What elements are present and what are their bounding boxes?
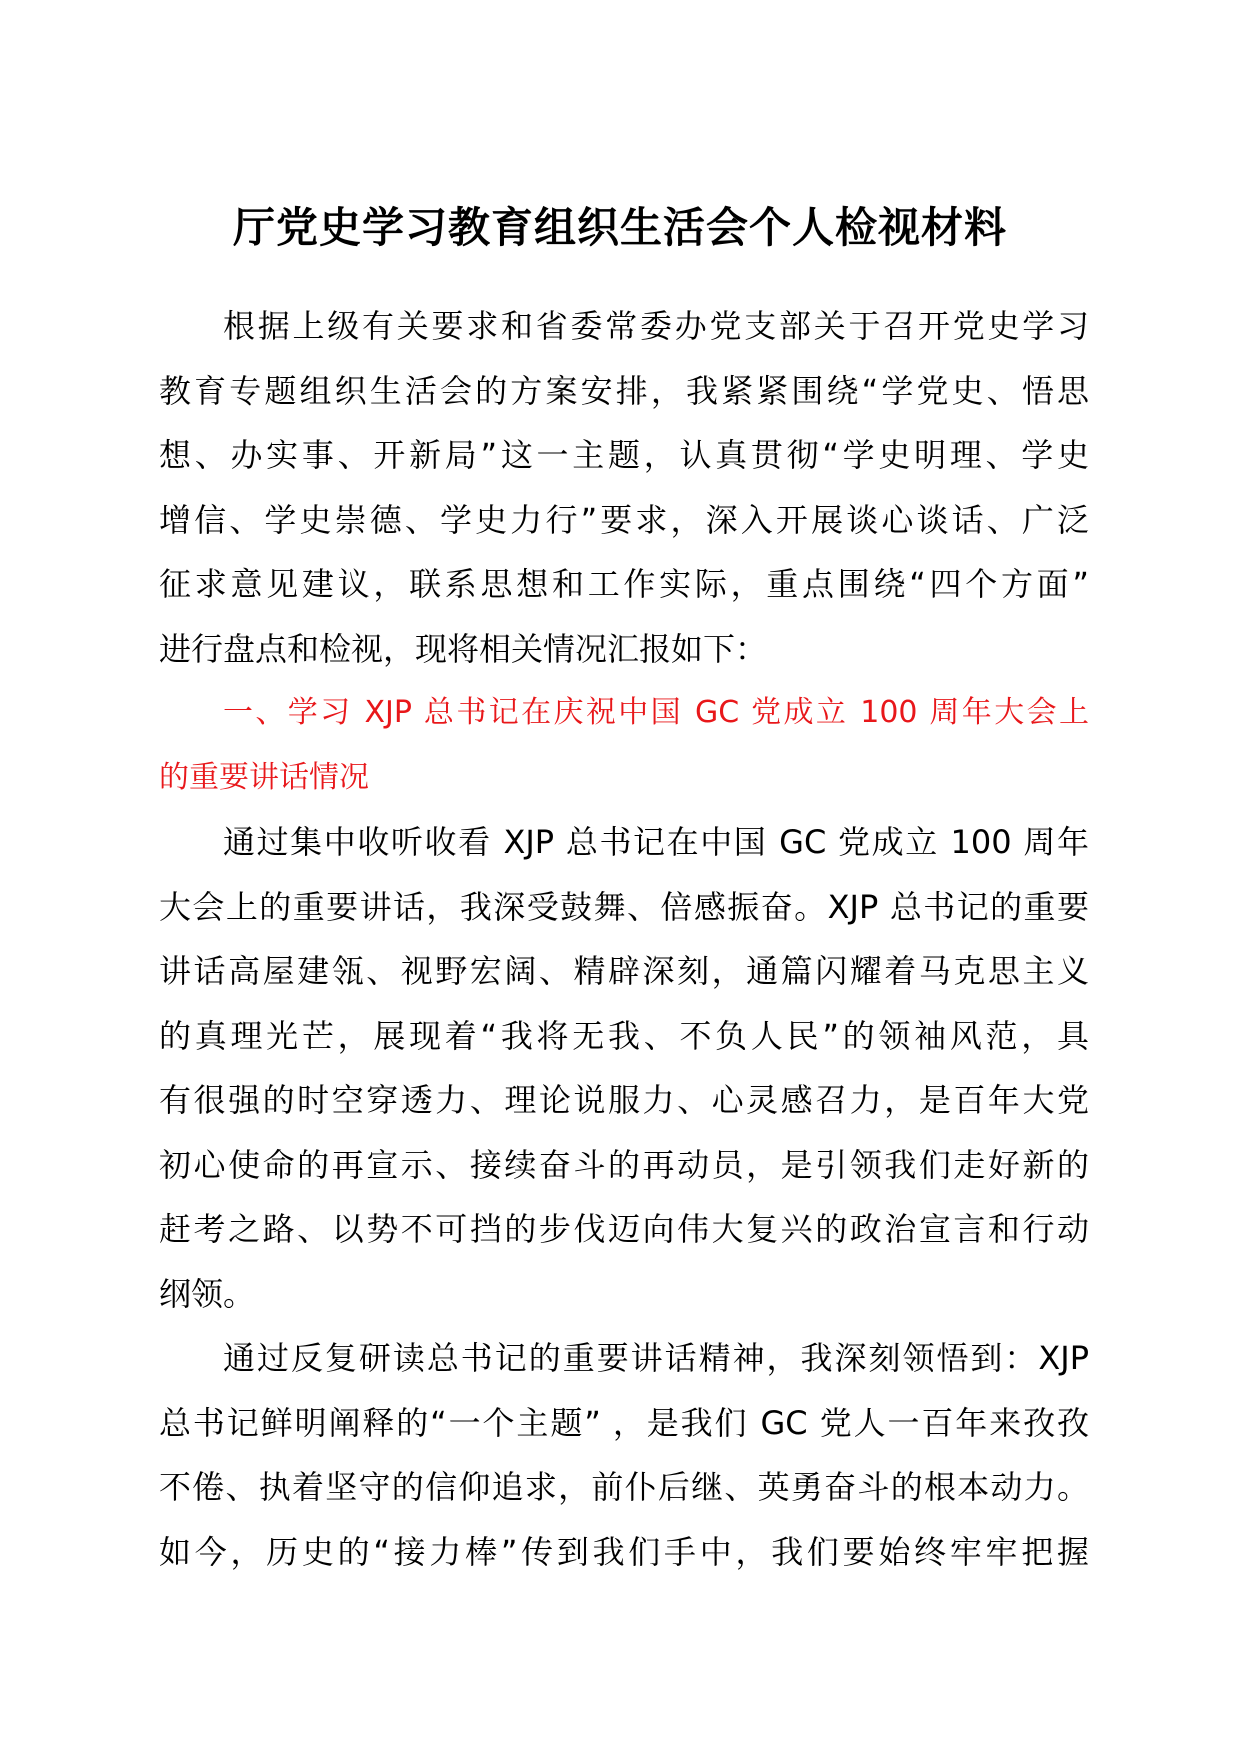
paragraph-2 [159,1326,1089,1584]
heading-line: 的重要讲话情况 [159,759,369,795]
text-line: 征求意见建议，联系思想和工作实际，重点围绕“四个方面” [159,565,1089,603]
text-line: 纲领。 [159,1274,256,1313]
text-line: 如今，历史的“接力棒”传到我们手中，我们要始终牢牢把握 [159,1532,1089,1571]
text-line: 通过反复研读总书记的重要讲话精神，我深刻领悟到：XJP [223,1339,1089,1377]
section-heading [159,681,1089,810]
text-line: 的真理光芒，展现着“我将无我、不负人民”的领袖风范，具 [159,1016,1089,1055]
text-line: 讲话高屋建瓴、视野宏阔、精辟深刻，通篇闪耀着马克思主义 [159,952,1089,990]
heading-line: 一、学习 XJP 总书记在庆祝中国 GC 党成立 100 周年大会上 [223,695,1089,730]
intro-paragraph [159,294,1089,681]
text-line: 总书记鲜明阐释的“一个主题” ，是我们 GC 党人一百年来孜孜 [159,1403,1089,1442]
text-line: 进行盘点和检视，现将相关情况汇报如下： [159,629,768,668]
text-line: 有很强的时空穿透力、理论说服力、心灵感召力，是百年大党 [159,1081,1089,1119]
text-line: 通过集中收听收看 XJP 总书记在中国 GC 党成立 100 周年 [223,823,1089,861]
text-line: 教育专题组织生活会的方案安排，我紧紧围绕“学党史、悟思 [159,371,1089,410]
text-line: 赶考之路、以势不可挡的步伐迈向伟大复兴的政治宣言和行动 [159,1210,1089,1248]
text-line: 大会上的重要讲话，我深受鼓舞、倍感振奋。XJP 总书记的重要 [159,887,1089,926]
text-line: 想、办实事、开新局”这一主题，认真贯彻“学史明理、学史 [159,436,1089,474]
paragraph-1 [159,810,1089,1326]
document-title: 厅党史学习教育组织生活会个人检视材料 [232,203,1007,252]
text-line: 不倦、执着坚守的信仰追求，前仆后继、英勇奋斗的根本动力。 [159,1468,1089,1506]
text-line: 初心使命的再宣示、接续奋斗的再动员，是引领我们走好新的 [159,1145,1089,1184]
document-body [159,294,1089,1584]
text-line: 根据上级有关要求和省委常委办党支部关于召开党史学习 [223,307,1089,345]
text-line: 增信、学史崇德、学史力行”要求，深入开展谈心谈话、广泛 [159,500,1089,539]
